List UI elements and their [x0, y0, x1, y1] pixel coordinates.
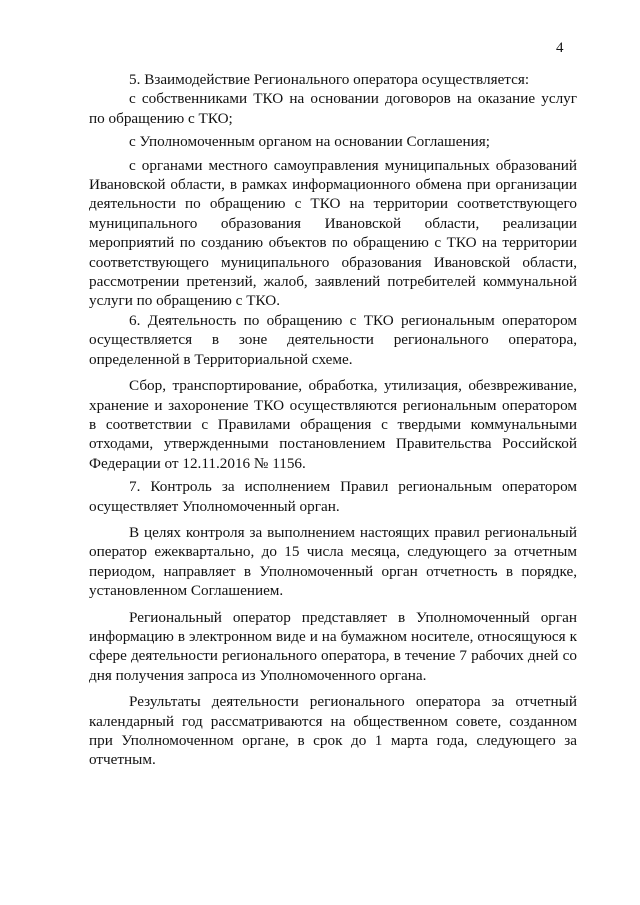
- paragraph-5-heading: 5. Взаимодействие Регионального оператора осуществляется:: [129, 71, 530, 88]
- paragraph-local-government: с органами местного самоуправления муниципальных образований Ивановской области, в рамках информационного обмена при организации деятельности по обращению с ТКО на территории соответствующего муниципального образования Ивановской области, реализации мероприятий по созданию объектов по обращению с ТКО на территории соответствующего муниципального образования Ивановской области, рассмотрении претензий, жалоб, заявлений потребителей коммунальной услуги по обращению с ТКО.: [89, 156, 577, 310]
- paragraph-6: 6. Деятельность по обращению с ТКО региональным оператором осуществляется в зоне деятельности регионального оператора, определенной в Территориальной схеме.: [89, 311, 577, 368]
- paragraph-annual-results: Результаты деятельности регионального оператора за отчетный календарный год рассматриваются на общественном совете, созданном при Уполномоченном органе, в срок до 1 марта года, следующего за отчетным.: [89, 693, 577, 769]
- paragraph-quarterly-reporting: В целях контроля за выполнением настоящих правил региональный оператор ежеквартально, до 15 числа месяца, следующего за отчетным периодом, направляет в Уполномоченный орган отчетность в порядке, установленном Соглашением.: [89, 523, 577, 600]
- paragraph-collection: Сбор, транспортирование, обработка, утилизация, обезвреживание, хранение и захоронение ТКО осуществляются региональным оператором в соответствии с Правилами обращения с твердыми коммунальными отходами, утвержденными постановлением Правительства Российской Федерации от 12.11.2016 № 1156.: [89, 377, 577, 472]
- paragraph-owners: с собственниками ТКО на основании договоров на оказание услуг по обращению с ТКО;: [89, 90, 577, 127]
- paragraph-information: Региональный оператор представляет в Уполномоченный орган информацию в электронном виде и на бумажном носителе, относящуюся к сфере деятельности регионального оператора, в течение 7 рабочих дней со дня получения запроса из Уполномоченного органа.: [89, 608, 577, 684]
- paragraph-authorized-body: с Уполномоченным органом на основании Соглашения;: [129, 133, 490, 151]
- paragraph-7: 7. Контроль за исполнением Правил региональным оператором осуществляет Уполномоченный орган.: [89, 478, 577, 515]
- document-body: [89, 70, 577, 770]
- page-number: 4: [556, 40, 564, 56]
